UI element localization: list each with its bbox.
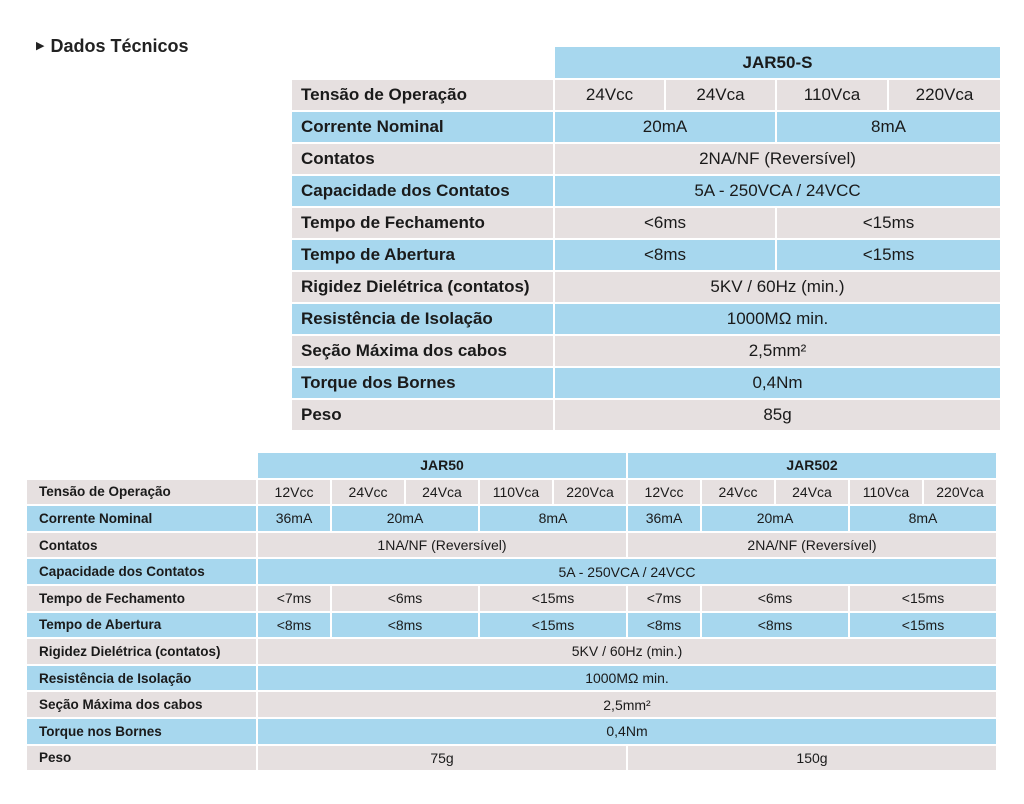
table-cell: 220Vca <box>924 480 996 505</box>
row-label: Tempo de Fechamento <box>292 208 553 238</box>
table-cell: 20mA <box>555 112 775 142</box>
table-cell: <15ms <box>777 240 1000 270</box>
row-label: Tensão de Operação <box>292 80 553 110</box>
table-cell: 24Vcc <box>555 80 664 110</box>
table-cell: 20mA <box>332 506 478 531</box>
table-cell: 0,4Nm <box>555 368 1000 398</box>
table-cell: 24Vca <box>776 480 848 505</box>
table-cell: <8ms <box>332 613 478 638</box>
table-cell: 36mA <box>628 506 700 531</box>
row-label: Corrente Nominal <box>292 112 553 142</box>
table-cell: 220Vca <box>554 480 626 505</box>
table-cell: <7ms <box>628 586 700 611</box>
table-cell: 2,5mm² <box>258 692 996 717</box>
table-cell: 5A - 250VCA / 24VCC <box>258 559 996 584</box>
row-label: Tempo de Fechamento <box>27 586 256 611</box>
table-cell: <15ms <box>850 586 996 611</box>
row-label: Seção Máxima dos cabos <box>27 692 256 717</box>
table-cell: 75g <box>258 746 626 771</box>
row-label: Capacidade dos Contatos <box>292 176 553 206</box>
model-header: JAR50-S <box>555 47 1000 78</box>
table-cell: <15ms <box>480 613 626 638</box>
table-cell: 2,5mm² <box>555 336 1000 366</box>
table-cell: 85g <box>555 400 1000 430</box>
table-cell: 36mA <box>258 506 330 531</box>
row-label: Torque nos Bornes <box>27 719 256 744</box>
table-cell: 8mA <box>480 506 626 531</box>
table-cell: 5KV / 60Hz (min.) <box>555 272 1000 302</box>
row-label: Rigidez Dielétrica (contatos) <box>292 272 553 302</box>
row-label: Contatos <box>292 144 553 174</box>
model-header-jar502: JAR502 <box>628 453 996 478</box>
table-cell: 110Vca <box>480 480 552 505</box>
row-label: Resistência de Isolação <box>292 304 553 334</box>
table-cell: 5KV / 60Hz (min.) <box>258 639 996 664</box>
table-cell: 12Vcc <box>628 480 700 505</box>
table-cell: <8ms <box>702 613 848 638</box>
table-cell: 1000MΩ min. <box>258 666 996 691</box>
table-cell: 24Vcc <box>332 480 404 505</box>
row-label: Peso <box>292 400 553 430</box>
table-cell: <15ms <box>850 613 996 638</box>
table-cell: 110Vca <box>777 80 887 110</box>
table-cell: 2NA/NF (Reversível) <box>555 144 1000 174</box>
section-heading <box>36 36 189 57</box>
table-cell: <6ms <box>702 586 848 611</box>
model-header-jar50: JAR50 <box>258 453 626 478</box>
spec-table-jar50-jar502 <box>27 453 1000 770</box>
table-cell: 12Vcc <box>258 480 330 505</box>
table-cell: 5A - 250VCA / 24VCC <box>555 176 1000 206</box>
table-cell: <8ms <box>628 613 700 638</box>
table-cell: <6ms <box>555 208 775 238</box>
table-cell: 8mA <box>777 112 1000 142</box>
row-label: Torque dos Bornes <box>292 368 553 398</box>
table-cell: 1NA/NF (Reversível) <box>258 533 626 558</box>
row-label: Rigidez Dielétrica (contatos) <box>27 639 256 664</box>
row-label: Contatos <box>27 533 256 558</box>
table-cell: <8ms <box>258 613 330 638</box>
row-label: Tensão de Operação <box>27 480 256 505</box>
table-cell: 24Vca <box>406 480 478 505</box>
row-label: Tempo de Abertura <box>292 240 553 270</box>
table-cell: <15ms <box>777 208 1000 238</box>
table-cell: 8mA <box>850 506 996 531</box>
section-title: Dados Técnicos <box>50 36 189 56</box>
table-cell: 220Vca <box>889 80 1000 110</box>
table-cell: 110Vca <box>850 480 922 505</box>
row-label: Corrente Nominal <box>27 506 256 531</box>
table-cell: 24Vcc <box>702 480 774 505</box>
spec-table-jar50s <box>292 47 998 430</box>
row-label: Peso <box>27 746 256 771</box>
table-cell: <6ms <box>332 586 478 611</box>
table-cell: 2NA/NF (Reversível) <box>628 533 996 558</box>
header-blank <box>292 47 553 78</box>
caret-right-icon: ▶ <box>36 40 45 52</box>
table-cell: <15ms <box>480 586 626 611</box>
table-cell: 24Vca <box>666 80 775 110</box>
row-label: Resistência de Isolação <box>27 666 256 691</box>
row-label: Seção Máxima dos cabos <box>292 336 553 366</box>
table-cell: 20mA <box>702 506 848 531</box>
table-cell: 150g <box>628 746 996 771</box>
table-cell: <7ms <box>258 586 330 611</box>
header-blank <box>27 453 256 478</box>
row-label: Tempo de Abertura <box>27 613 256 638</box>
table-cell: 1000MΩ min. <box>555 304 1000 334</box>
row-label: Capacidade dos Contatos <box>27 559 256 584</box>
table-cell: 0,4Nm <box>258 719 996 744</box>
table-cell: <8ms <box>555 240 775 270</box>
